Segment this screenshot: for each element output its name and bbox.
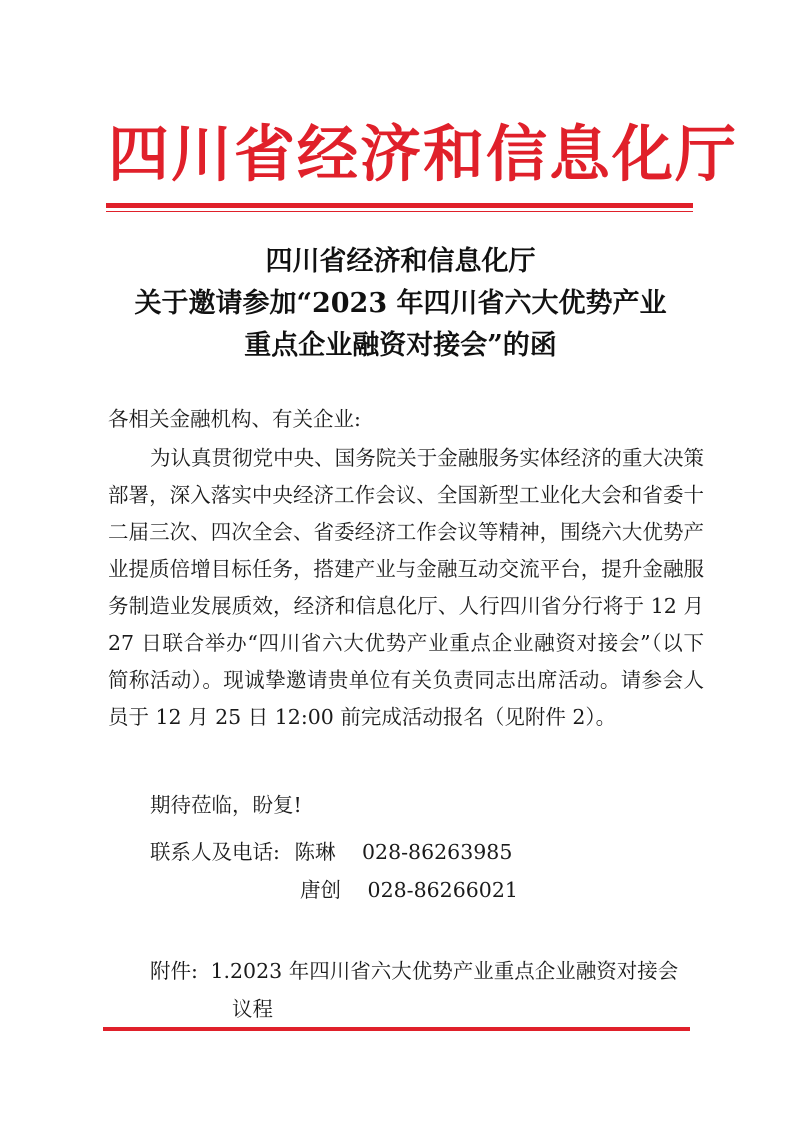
title-line-3: 重点企业融资对接会”的函 [244,330,557,361]
attachment-item-1: 1.2023 年四川省六大优势产业重点企业融资对接会 [210,959,679,983]
closing-line: 期待莅临，盼复! [150,793,302,817]
attachment-block [150,952,695,1028]
contact-line-2 [108,872,794,909]
footer-rule [103,1027,690,1031]
contact-label: 联系人及电话: [150,840,280,864]
masthead-rule [106,203,693,208]
attachment-line [150,952,695,990]
title-line-2: 关于邀请参加“2023 年四川省六大优势产业 [134,288,667,319]
contact-line-1 [108,834,746,871]
contact-phone-1: 028-86263985 [361,840,513,864]
contact-name-2: 唐创 [300,878,341,902]
document-title [108,241,693,367]
contact-name-1: 陈琳 [294,840,336,864]
salutation: 各相关金融机构、有关企业: [108,407,361,431]
attachment-label: 附件: [150,959,198,983]
masthead-title: 四川省经济和信息化厅 [108,119,739,190]
masthead-rule-thin [106,211,693,212]
title-line-1: 四川省经济和信息化厅 [265,246,536,277]
attachment-item-1-continued: 议程 [232,997,273,1021]
body-paragraph: 为认真贯彻党中央、国务院关于金融服务实体经济的重大决策部署，深入落实中央经济工作会议、全国新型工业化大会和省委十二届三次、四次全会、省委经济工作会议等精神，围绕六大优势产业提质倍增目标任务，搭建产业与金融互动交流平台，提升金融服务制造业发展质效，经济和信息化厅、人行四川省分行将于 12 月 27 日联合举办“四川省六大优势产业重点企业融资对接会”（以下简称活动）。现诚挚邀请贵单位有关负责同志出席活动。请参会人员于 12 月 25 日 12:00 前完成活动报名（见附件 2）。 [108,446,704,729]
contact-phone-2: 028-86266021 [367,878,518,902]
